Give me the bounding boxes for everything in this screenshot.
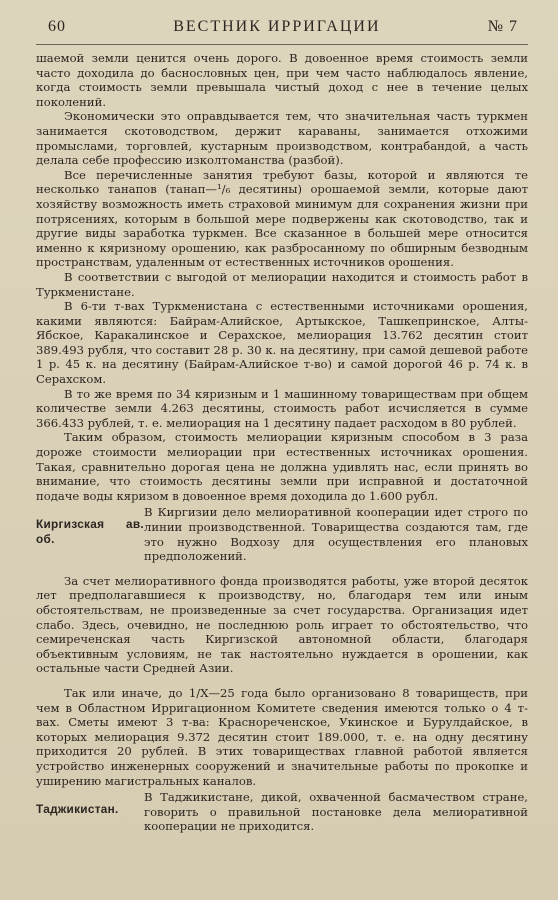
- paragraph: В соответствии с выгодой от мелиорации находится и стоимость работ в Туркменистане.: [36, 269, 528, 299]
- section-heading: Киргизская ав. об.: [36, 517, 144, 546]
- paragraph: Экономически это оправдывается тем, что значительная часть туркмен занимается скотоводством, держит караваны, занимается отхожими промыслами, торговлей, кустарным производством, контрабандой, а часть делала себе профессию изколтоманства (разбой).: [36, 109, 528, 168]
- paragraph: В Таджикистане, дикой, охваченной басмачеством стране, говорить о правильной постановке дела мелиоративной кооперации не приходится.: [144, 790, 528, 834]
- issue-number: № 7: [487, 18, 518, 35]
- paragraph: Все перечисленные занятия требуют базы, которой и являются те несколько танапов (танап—¹/₆ десятины) орошаемой земли, которые дают хозяйству возможность иметь страховой минимум для сохранения жизни при потрясениях, которым в большой мере подвержены как скотоводство, так и другие виды заработка туркмен. Все сказанное в большей мере относится именно к кяризному орошению, как разбросанному по обширным безводным пространствам, удаленным от естественных источников орошения.: [36, 167, 528, 270]
- paragraph: шаемой земли ценится очень дорого. В довоенное время стоимость земли часто доходила до баснословных цен, при чем часто наблюдалось явление, когда стоимость земли превышала чистый доход с нее в течение целых поколений.: [36, 51, 528, 109]
- paragraph: Таким образом, стоимость мелиорации кяризным способом в 3 раза дороже стоимости мелиорации при естественных источниках орошения. Такая, сравнительно дорогая цена не должна удивлять нас, если принять во внимание, что стоимость десятины земли при исправной и достаточной подаче воды кяризом в довоенное время доходила до 1.600 рубл.: [36, 430, 528, 503]
- section-heading: Таджикистан.: [36, 802, 119, 817]
- section-kirgiz: [36, 505, 528, 563]
- page-number: 60: [48, 18, 66, 35]
- section-tadjik: [36, 790, 528, 834]
- paragraph: В то же время по 34 кяризным и 1 машинному товариществам при общем количестве земли 4.263 десятины, стоимость работ исчисляется в сумме 366.433 рублей, т. е. мелиорация на 1 десятину падает расходом в 80 рублей.: [36, 386, 528, 430]
- paragraph: За счет мелиоративного фонда производятся работы, уже второй десяток лет предполагавшиеся к производству, но, благодаря тем или иным обстоятельствам, не произведенные за счет государства. Организация идет слабо. Здесь, очевидно, не последнюю роль играет то обстоятельство, что семиреченская часть Киргизской автономной области, благодаря объективным условиям, не так настоятельно нуждается в орошении, как остальные части Средней Азии.: [36, 573, 528, 676]
- paragraph: Так или иначе, до 1/X—25 года было организовано 8 товариществ, при чем в Областном Ирригационном Комитете сведения имеются только о 4 т-вах. Сметы имеют 3 т-ва: Краснореченское, Укинское и Бурулдайское, в которых мелиорация 9.372 десятин стоит 189.000, т. е. на одну десятину приходится 20 рублей. В этих товариществах главной работой является устройство инженерных сооружений и значительные работы по прокопке и уширению магистральных каналов.: [36, 685, 528, 788]
- journal-title: ВЕСТНИК ИРРИГАЦИИ: [173, 18, 381, 35]
- article-body: [36, 51, 528, 834]
- paragraph: В 6-ти т-вах Туркменистана с естественными источниками орошения, какими являются: Байрам-Алийское, Артыкское, Ташкепринское, Алты-Ябское, Каракалинское и Серахское, мелиорация 13.762 десятин стоит 389.493 рубля, что составит 28 р. 30 к. на десятину, при самой дешевой работе 1 р. 45 к. на десятину (Байрам-Алийское т-во) и самой дорогой 46 р. 74 к. в Серахском.: [36, 299, 528, 387]
- paragraph: В Киргизии дело мелиоративной кооперации идет строго по линии производственной. Товарищества создаются там, где это нужно Водхозу для осуществления его плановых предположений.: [144, 505, 528, 564]
- page-header: [36, 18, 528, 45]
